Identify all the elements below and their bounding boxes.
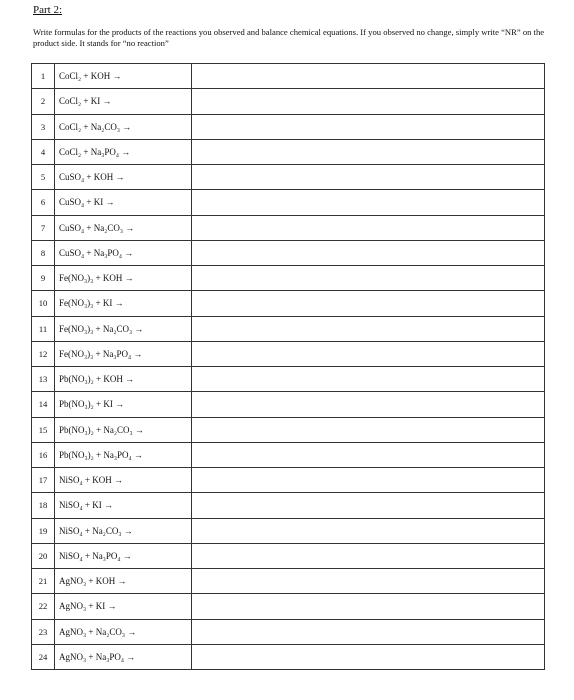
row-number: 19 xyxy=(32,518,55,543)
reactants-cell: CuSO₄ + KOH → xyxy=(55,165,192,190)
row-number: 20 xyxy=(32,543,55,568)
reactants-cell: Fe(NO₃)₃ + KI → xyxy=(55,291,192,316)
table-row xyxy=(32,240,545,265)
table-row xyxy=(32,89,545,114)
row-number: 12 xyxy=(32,341,55,366)
table-row xyxy=(32,291,545,316)
table-row xyxy=(32,442,545,467)
row-number: 15 xyxy=(32,417,55,442)
row-number: 9 xyxy=(32,266,55,291)
table-row xyxy=(32,518,545,543)
reactions-table-body xyxy=(32,64,545,670)
row-number: 13 xyxy=(32,367,55,392)
reactants-cell: Fe(NO₃)₃ + Na₃PO₄ → xyxy=(55,341,192,366)
reactants-cell: NiSO₄ + Na₂CO₃ → xyxy=(55,518,192,543)
table-row xyxy=(32,215,545,240)
products-answer-cell[interactable] xyxy=(192,417,545,442)
reactants-cell: Fe(NO₃)₃ + KOH → xyxy=(55,266,192,291)
row-number: 18 xyxy=(32,493,55,518)
products-answer-cell[interactable] xyxy=(192,64,545,89)
table-row xyxy=(32,644,545,669)
products-answer-cell[interactable] xyxy=(192,114,545,139)
products-answer-cell[interactable] xyxy=(192,190,545,215)
reactants-cell: NiSO₄ + KOH → xyxy=(55,468,192,493)
row-number: 17 xyxy=(32,468,55,493)
reactants-cell: CuSO₄ + Na₃PO₄ → xyxy=(55,240,192,265)
products-answer-cell[interactable] xyxy=(192,266,545,291)
row-number: 7 xyxy=(32,215,55,240)
reactants-cell: CoCl₂ + Na₂CO₃ → xyxy=(55,114,192,139)
products-answer-cell[interactable] xyxy=(192,240,545,265)
table-row xyxy=(32,594,545,619)
row-number: 23 xyxy=(32,619,55,644)
reactants-cell: CoCl₂ + KI → xyxy=(55,89,192,114)
table-row xyxy=(32,266,545,291)
table-row xyxy=(32,619,545,644)
table-row xyxy=(32,569,545,594)
reactants-cell: Fe(NO₃)₃ + Na₂CO₃ → xyxy=(55,316,192,341)
row-number: 14 xyxy=(32,392,55,417)
instructions-text: Write formulas for the products of the reactions you observed and balance chemical equations. If you observed no change, simply write “NR” on the product side. It stands for “no reaction” xyxy=(33,27,545,48)
table-row xyxy=(32,190,545,215)
reactants-cell: Pb(NO₃)₂ + Na₃PO₄ → xyxy=(55,442,192,467)
products-answer-cell[interactable] xyxy=(192,644,545,669)
row-number: 2 xyxy=(32,89,55,114)
products-answer-cell[interactable] xyxy=(192,518,545,543)
reactants-cell: AgNO₃ + KI → xyxy=(55,594,192,619)
table-row xyxy=(32,64,545,89)
reactants-cell: Pb(NO₃)₂ + Na₂CO₃ → xyxy=(55,417,192,442)
reactants-cell: NiSO₄ + KI → xyxy=(55,493,192,518)
row-number: 6 xyxy=(32,190,55,215)
row-number: 10 xyxy=(32,291,55,316)
row-number: 5 xyxy=(32,165,55,190)
products-answer-cell[interactable] xyxy=(192,215,545,240)
reactants-cell: CoCl₂ + KOH → xyxy=(55,64,192,89)
table-row xyxy=(32,493,545,518)
row-number: 22 xyxy=(32,594,55,619)
products-answer-cell[interactable] xyxy=(192,594,545,619)
products-answer-cell[interactable] xyxy=(192,442,545,467)
table-row xyxy=(32,468,545,493)
row-number: 4 xyxy=(32,139,55,164)
products-answer-cell[interactable] xyxy=(192,468,545,493)
products-answer-cell[interactable] xyxy=(192,89,545,114)
row-number: 21 xyxy=(32,569,55,594)
products-answer-cell[interactable] xyxy=(192,543,545,568)
products-answer-cell[interactable] xyxy=(192,316,545,341)
products-answer-cell[interactable] xyxy=(192,341,545,366)
table-row xyxy=(32,114,545,139)
reactants-cell: NiSO₄ + Na₃PO₄ → xyxy=(55,543,192,568)
products-answer-cell[interactable] xyxy=(192,619,545,644)
reactants-cell: CuSO₄ + KI → xyxy=(55,190,192,215)
table-row xyxy=(32,165,545,190)
reactions-table xyxy=(31,63,545,670)
row-number: 8 xyxy=(32,240,55,265)
table-row xyxy=(32,367,545,392)
reactants-cell: CuSO₄ + Na₂CO₃ → xyxy=(55,215,192,240)
reactants-cell: AgNO₃ + Na₂CO₃ → xyxy=(55,619,192,644)
products-answer-cell[interactable] xyxy=(192,139,545,164)
reactants-cell: CoCl₂ + Na₃PO₄ → xyxy=(55,139,192,164)
table-row xyxy=(32,139,545,164)
products-answer-cell[interactable] xyxy=(192,165,545,190)
table-row xyxy=(32,417,545,442)
reactants-cell: AgNO₃ + Na₃PO₄ → xyxy=(55,644,192,669)
products-answer-cell[interactable] xyxy=(192,367,545,392)
row-number: 11 xyxy=(32,316,55,341)
reactants-cell: Pb(NO₃)₂ + KI → xyxy=(55,392,192,417)
products-answer-cell[interactable] xyxy=(192,493,545,518)
row-number: 3 xyxy=(32,114,55,139)
row-number: 16 xyxy=(32,442,55,467)
table-row xyxy=(32,543,545,568)
row-number: 24 xyxy=(32,644,55,669)
products-answer-cell[interactable] xyxy=(192,291,545,316)
part-heading: Part 2: xyxy=(33,4,63,16)
table-row xyxy=(32,392,545,417)
reactants-cell: Pb(NO₃)₂ + KOH → xyxy=(55,367,192,392)
row-number: 1 xyxy=(32,64,55,89)
table-row xyxy=(32,316,545,341)
products-answer-cell[interactable] xyxy=(192,392,545,417)
reactants-cell: AgNO₃ + KOH → xyxy=(55,569,192,594)
table-row xyxy=(32,341,545,366)
products-answer-cell[interactable] xyxy=(192,569,545,594)
